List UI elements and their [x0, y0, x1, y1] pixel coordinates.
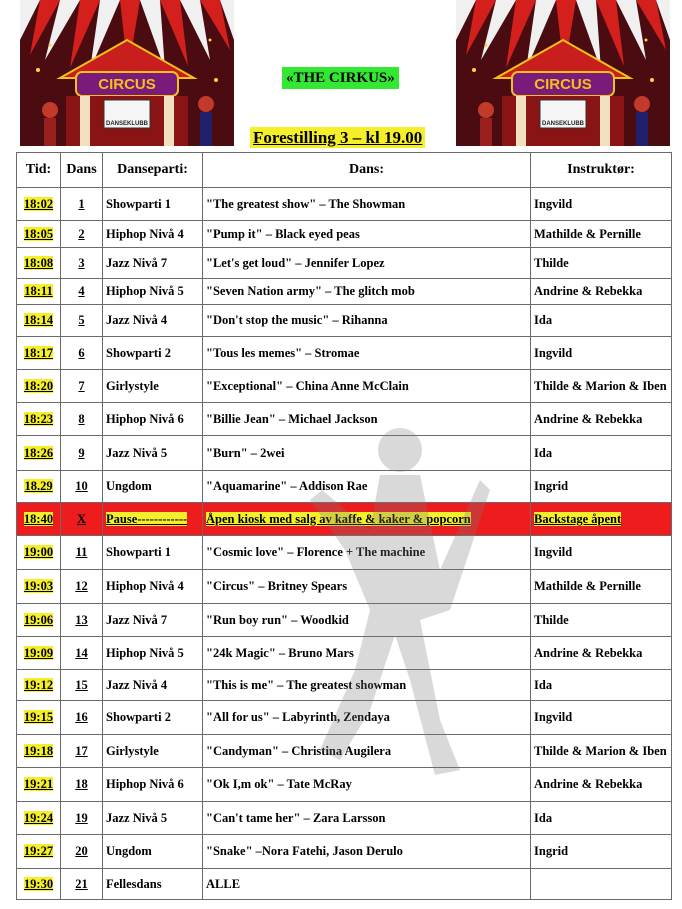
program-table — [16, 152, 672, 900]
time-cell-text: 18:23 — [23, 411, 54, 426]
column-header-number: Dans — [61, 153, 103, 188]
instructor-cell: Ida — [531, 802, 672, 835]
instructor-cell: Ingvild — [531, 701, 672, 735]
time-cell — [17, 536, 61, 570]
table-row — [17, 188, 672, 221]
group-cell: Ungdom — [103, 471, 203, 503]
time-cell — [17, 503, 61, 536]
dance-cell: "Seven Nation army" – The glitch mob — [203, 279, 531, 305]
table-row — [17, 835, 672, 869]
time-cell — [17, 403, 61, 436]
time-cell-text: 19:21 — [23, 777, 54, 791]
dance-number-cell: 12 — [61, 570, 103, 604]
time-cell-text: 18:11 — [24, 284, 53, 298]
dance-cell: ALLE — [203, 869, 531, 900]
instructor-cell: Andrine & Rebekka — [531, 768, 672, 802]
table-row — [17, 221, 672, 248]
time-cell — [17, 248, 61, 279]
group-cell: Ungdom — [103, 835, 203, 869]
dance-cell: "Exceptional" – China Anne McClain — [203, 370, 531, 403]
instructor-cell: Ida — [531, 305, 672, 337]
instructor-cell: Thilde & Marion & Iben — [531, 735, 672, 768]
time-cell — [17, 802, 61, 835]
table-row — [17, 436, 672, 471]
time-cell-text: 18:26 — [23, 445, 54, 460]
dance-cell: "Run boy run" – Woodkid — [203, 604, 531, 637]
time-cell-text: 18:17 — [23, 345, 54, 360]
instructor-cell: Ingvild — [531, 536, 672, 570]
show-heading: Forestilling 3 – kl 19.00 — [250, 127, 425, 148]
dance-cell: "Candyman" – Christina Augilera — [203, 735, 531, 768]
time-cell-text: 19:24 — [23, 810, 54, 825]
time-cell — [17, 604, 61, 637]
poster-sign-text: CIRCUS — [98, 76, 156, 93]
instructor-cell: Thilde & Marion & Iben — [531, 370, 672, 403]
time-cell — [17, 436, 61, 471]
table-row — [17, 370, 672, 403]
dance-number-cell: 20 — [61, 835, 103, 869]
group-cell: Jazz Nivå 5 — [103, 802, 203, 835]
table-row — [17, 735, 672, 768]
instructor-cell: Ingrid — [531, 835, 672, 869]
dance-number-cell: 1 — [61, 188, 103, 221]
time-cell-text: 19:15 — [23, 710, 54, 724]
table-row — [17, 536, 672, 570]
time-cell — [17, 188, 61, 221]
table-row — [17, 279, 672, 305]
column-header-group: Danseparti: — [103, 153, 203, 188]
dance-cell: "Pump it" – Black eyed peas — [203, 221, 531, 248]
time-cell-text: 19:27 — [23, 844, 54, 858]
group-cell: Hiphop Nivå 6 — [103, 403, 203, 436]
time-cell-text: 19:18 — [23, 743, 54, 758]
group-cell: Showparti 2 — [103, 337, 203, 370]
time-cell-text: 18:40 — [23, 511, 54, 526]
time-cell — [17, 869, 61, 900]
dance-number-cell: 11 — [61, 536, 103, 570]
instructor-cell — [531, 503, 672, 536]
group-cell: Jazz Nivå 4 — [103, 305, 203, 337]
instructor-cell: Thilde — [531, 248, 672, 279]
group-cell: Jazz Nivå 4 — [103, 670, 203, 701]
group-cell: Showparti 1 — [103, 536, 203, 570]
time-cell-text: 19:12 — [23, 677, 54, 692]
column-header-dance: Dans: — [203, 153, 531, 188]
time-cell-text: 19:09 — [23, 645, 54, 660]
dance-number-cell: 9 — [61, 436, 103, 471]
group-cell: Hiphop Nivå 4 — [103, 221, 203, 248]
time-cell-text: 18:14 — [23, 313, 54, 327]
column-header-instructor: Instruktør: — [531, 153, 672, 188]
dance-number-cell: 6 — [61, 337, 103, 370]
table-row — [17, 248, 672, 279]
dance-cell: "Snake" –Nora Fatehi, Jason Derulo — [203, 835, 531, 869]
time-cell — [17, 835, 61, 869]
group-cell: Showparti 2 — [103, 701, 203, 735]
table-row — [17, 869, 672, 900]
time-cell — [17, 637, 61, 670]
dance-number-cell: 3 — [61, 248, 103, 279]
dance-cell — [203, 503, 531, 536]
instructor-cell: Ida — [531, 670, 672, 701]
dance-cell-text: Åpen kiosk med salg av kaffe & kaker & popcorn — [206, 511, 471, 526]
dance-number-cell: 21 — [61, 869, 103, 900]
instructor-cell: Andrine & Rebekka — [531, 637, 672, 670]
dance-number-cell: 13 — [61, 604, 103, 637]
instructor-cell: Ida — [531, 436, 672, 471]
instructor-cell: Ingrid — [531, 471, 672, 503]
instructor-cell: Andrine & Rebekka — [531, 403, 672, 436]
group-cell: Hiphop Nivå 5 — [103, 637, 203, 670]
circus-poster-left — [20, 0, 234, 146]
group-cell-text: Pause------------ — [106, 511, 188, 526]
group-cell: Hiphop Nivå 4 — [103, 570, 203, 604]
dance-cell: "The greatest show" – The Showman — [203, 188, 531, 221]
table-row — [17, 637, 672, 670]
table-row — [17, 670, 672, 701]
time-cell-text: 19:30 — [23, 876, 54, 891]
group-cell: Fellesdans — [103, 869, 203, 900]
time-cell — [17, 735, 61, 768]
dance-cell: "All for us" – Labyrinth, Zendaya — [203, 701, 531, 735]
time-cell — [17, 701, 61, 735]
circus-poster-right — [456, 0, 670, 146]
time-cell-text: 18:05 — [23, 226, 54, 241]
dance-number-cell: 7 — [61, 370, 103, 403]
poster-club-name: DANSEKLUBB — [542, 121, 584, 127]
time-cell-text: 19:06 — [23, 612, 54, 627]
dance-number-cell: 16 — [61, 701, 103, 735]
poster-sign-text: CIRCUS — [534, 76, 592, 93]
instructor-cell — [531, 869, 672, 900]
group-cell: Hiphop Nivå 5 — [103, 279, 203, 305]
time-cell — [17, 570, 61, 604]
instructor-cell: Mathilde & Pernille — [531, 570, 672, 604]
table-row — [17, 604, 672, 637]
group-cell — [103, 503, 203, 536]
table-header-row — [17, 153, 672, 188]
dance-number-cell: 4 — [61, 279, 103, 305]
group-cell: Jazz Nivå 7 — [103, 248, 203, 279]
time-cell-text: 18.29 — [24, 479, 53, 493]
instructor-cell: Ingvild — [531, 188, 672, 221]
dance-cell: "Aquamarine" – Addison Rae — [203, 471, 531, 503]
dance-cell: "Billie Jean" – Michael Jackson — [203, 403, 531, 436]
dance-cell: "This is me" – The greatest showman — [203, 670, 531, 701]
table-row — [17, 403, 672, 436]
instructor-cell-text: Backstage åpent — [534, 511, 622, 526]
dance-number-cell: 14 — [61, 637, 103, 670]
time-cell — [17, 221, 61, 248]
dance-number-cell: 19 — [61, 802, 103, 835]
dance-cell: "Can't tame her" – Zara Larsson — [203, 802, 531, 835]
time-cell-text: 18:02 — [23, 196, 54, 211]
table-row — [17, 768, 672, 802]
table-row — [17, 337, 672, 370]
time-cell-text: 19:03 — [23, 579, 54, 593]
dance-cell: "Let's get loud" – Jennifer Lopez — [203, 248, 531, 279]
group-cell: Girlystyle — [103, 370, 203, 403]
instructor-cell: Mathilde & Pernille — [531, 221, 672, 248]
dance-number-cell: 18 — [61, 768, 103, 802]
dance-cell: "Burn" – 2wei — [203, 436, 531, 471]
dance-number-cell: 17 — [61, 735, 103, 768]
dance-number-cell: 8 — [61, 403, 103, 436]
time-cell-text: 18:08 — [23, 255, 54, 270]
dance-cell: "Circus" – Britney Spears — [203, 570, 531, 604]
program-table-body — [17, 188, 672, 900]
time-cell — [17, 305, 61, 337]
dance-cell: "Cosmic love" – Florence + The machine — [203, 536, 531, 570]
dance-number-cell: 10 — [61, 471, 103, 503]
time-cell — [17, 279, 61, 305]
poster-club-name: DANSEKLUBB — [106, 121, 148, 127]
dance-cell: "Don't stop the music" – Rihanna — [203, 305, 531, 337]
time-cell-text: 19:00 — [23, 545, 54, 559]
table-row — [17, 802, 672, 835]
time-cell — [17, 670, 61, 701]
table-row — [17, 701, 672, 735]
instructor-cell: Thilde — [531, 604, 672, 637]
group-cell: Hiphop Nivå 6 — [103, 768, 203, 802]
dance-number-cell: 15 — [61, 670, 103, 701]
group-cell: Jazz Nivå 5 — [103, 436, 203, 471]
instructor-cell: Andrine & Rebekka — [531, 279, 672, 305]
group-cell: Showparti 1 — [103, 188, 203, 221]
time-cell — [17, 337, 61, 370]
instructor-cell: Ingvild — [531, 337, 672, 370]
dance-cell: "Ok I,m ok" – Tate McRay — [203, 768, 531, 802]
dance-cell: "24k Magic" – Bruno Mars — [203, 637, 531, 670]
time-cell — [17, 370, 61, 403]
table-row — [17, 305, 672, 337]
dance-number-cell: 5 — [61, 305, 103, 337]
table-row — [17, 570, 672, 604]
group-cell: Jazz Nivå 7 — [103, 604, 203, 637]
table-row — [17, 471, 672, 503]
dance-number-cell: 2 — [61, 221, 103, 248]
time-cell — [17, 471, 61, 503]
event-title: «THE CIRKUS» — [282, 67, 399, 89]
column-header-time: Tid: — [17, 153, 61, 188]
time-cell-text: 18:20 — [23, 378, 54, 393]
dance-number-cell: X — [61, 503, 103, 536]
pause-row — [17, 503, 672, 536]
time-cell — [17, 768, 61, 802]
dance-cell: "Tous les memes" – Stromae — [203, 337, 531, 370]
group-cell: Girlystyle — [103, 735, 203, 768]
